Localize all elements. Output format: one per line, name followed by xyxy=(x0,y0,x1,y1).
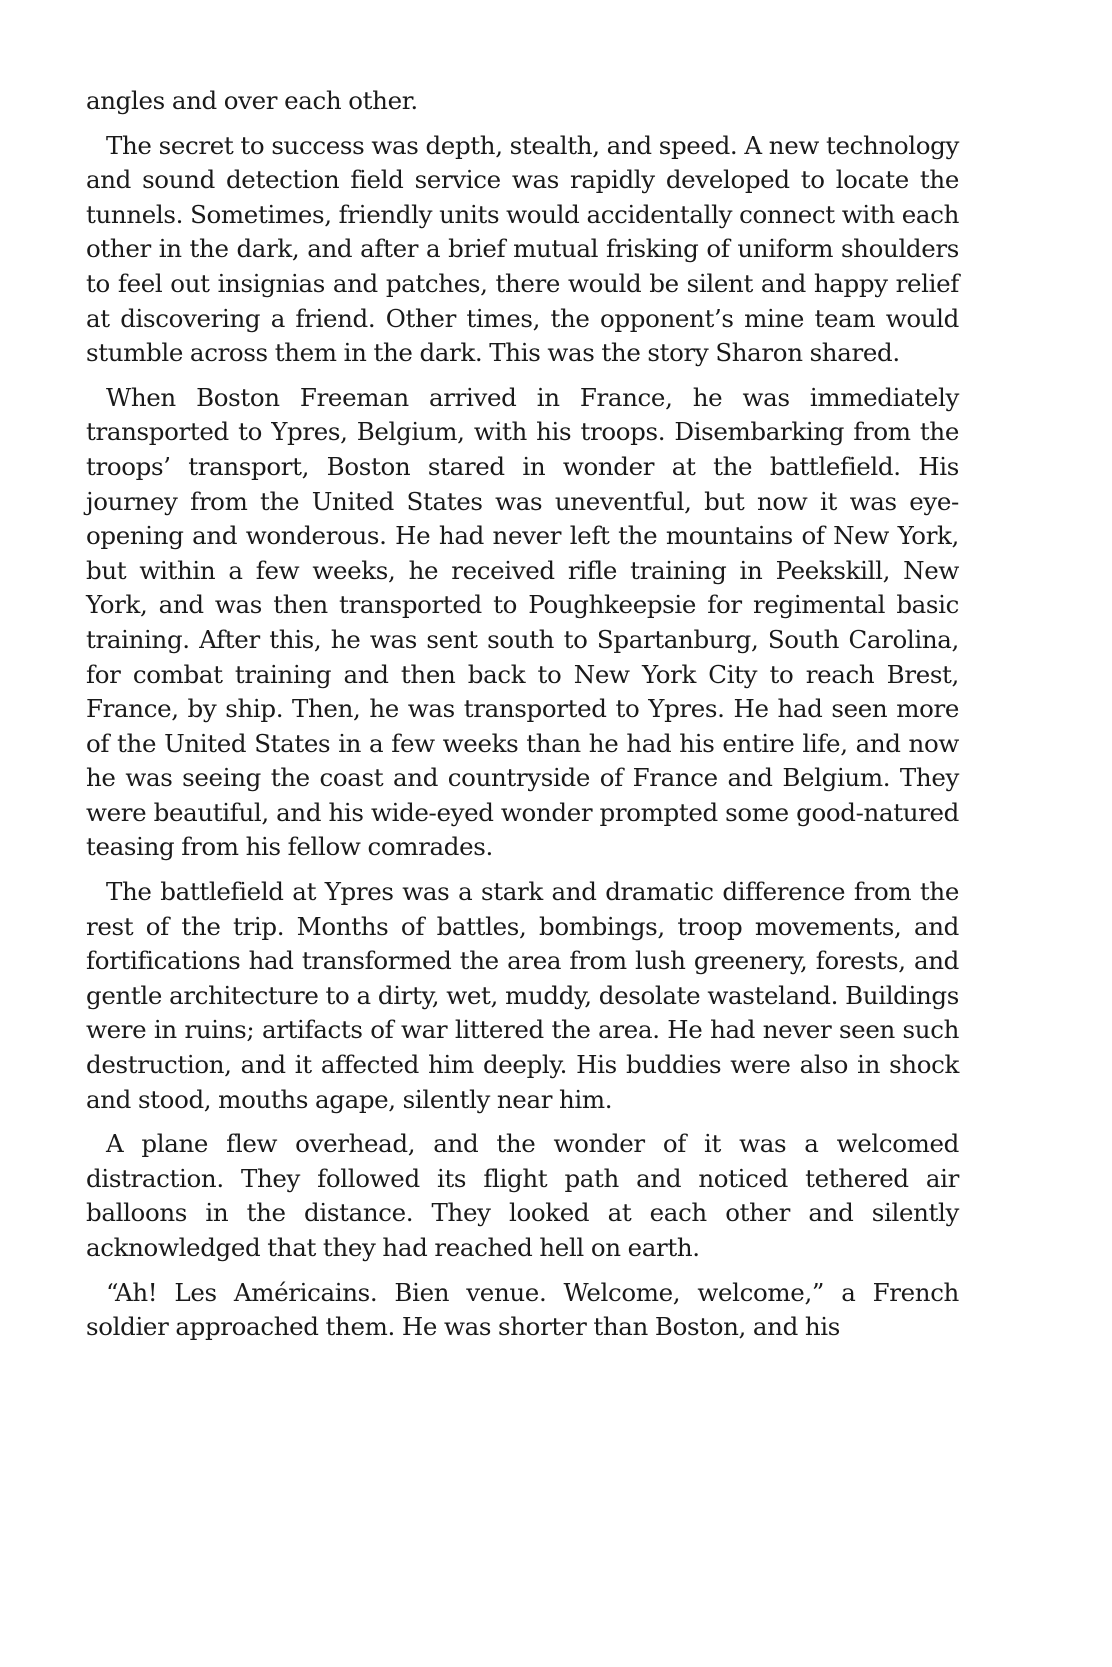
document-page xyxy=(86,84,959,1355)
paragraph-ypres-battlefield: The battlefield at Ypres was a stark and dramatic difference from the rest of the trip. Months of battles, bombings, troop movements, and fortifications had transformed the area from lush greenery, forests, and gentle architecture to a dirty, wet, muddy, desolate wasteland. Buildings were in ruins; artifacts of war littered the area. He had never seen such destruction, and it affected him deeply. His buddies were also in shock and stood, mouths agape, silently near him. xyxy=(86,877,959,1114)
paragraph-tunnel-secret: The secret to success was depth, stealth, and speed. A new technology and sound detection field service was rapidly developed to locate the tunnels. Sometimes, friendly units would accidentally connect with each other in the dark, and after a brief mutual frisking of uniform shoulders to feel out insignias and patches, there would be silent and happy relief at discovering a friend. Other times, the opponent’s mine team would stumble across them in the dark. This was the story Sharon shared. xyxy=(86,130,959,368)
paragraph-plane-overhead: A plane flew overhead, and the wonder of it was a welcomed distraction. They followed its flight path and noticed tethered air balloons in the distance. They looked at each other and silently acknowledged that they had reached hell on earth. xyxy=(86,1129,959,1262)
paragraph-french-soldier: “Ah! Les Américains. Bien venue. Welcome, welcome,” a French soldier approached them. He was shorter than Boston, and his xyxy=(86,1277,959,1342)
paragraph-boston-arrival: When Boston Freeman arrived in France, he was immediately transported to Ypres, Belgium, with his troops. Disembarking from the troops’ transport, Boston stared in wonder at the battlefield. His journey from the United States was uneventful, but now it was eye-opening and wonderous. He had never left the mountains of New York, but within a few weeks, he received rifle training in Peekskill, New York, and was then transported to Poughkeepsie for regimental basic training. After this, he was sent south to Spartanburg, South Carolina, for combat training and then back to New York City to reach Brest, France, by ship. Then, he was transported to Ypres. He had seen more of the United States in a few weeks than he had his entire life, and now he was seeing the coast and countryside of France and Belgium. They were beautiful, and his wide-eyed wonder prompted some good-natured teasing from his fellow comrades. xyxy=(86,382,959,862)
paragraph-continued: angles and over each other. xyxy=(86,86,418,115)
